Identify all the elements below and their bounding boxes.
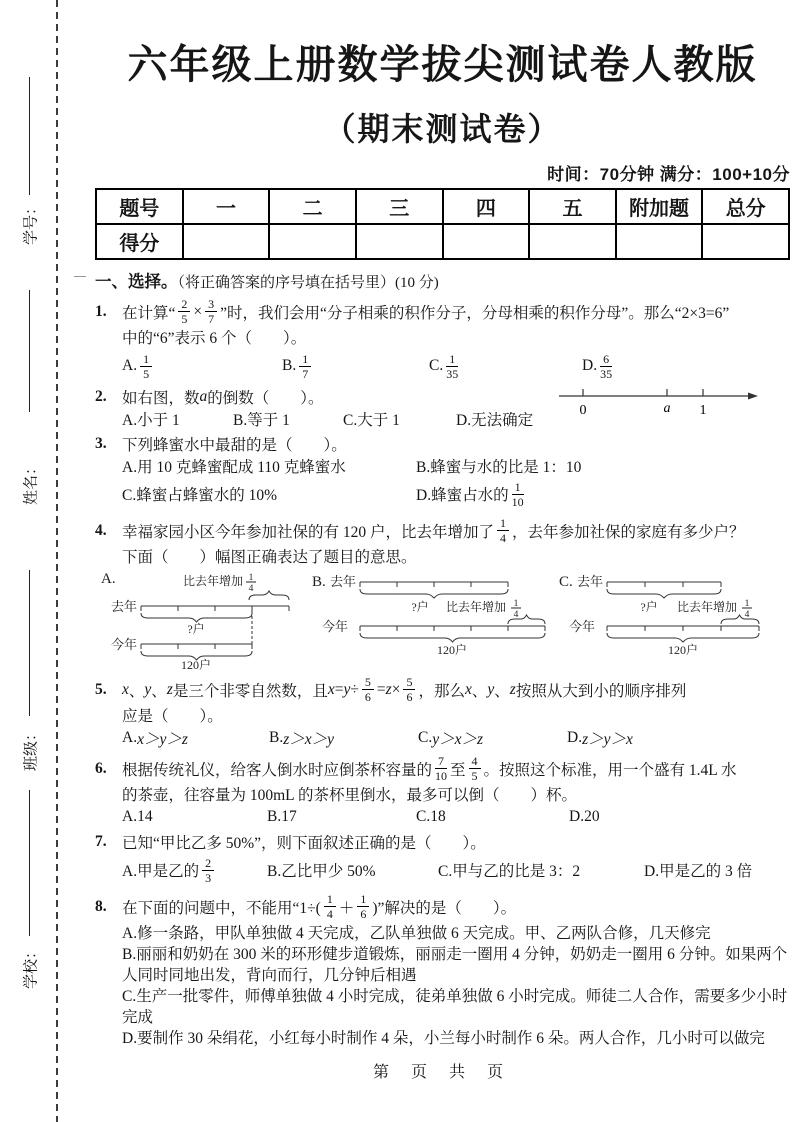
score-table [95,188,790,260]
score-header-cell: 总分 [702,189,789,224]
bar-last-year [360,582,508,587]
score-cell [356,224,443,259]
question-number: 4. [95,521,107,539]
score-header-cell: 四 [443,189,530,224]
score-cell [529,224,616,259]
bar-last-year [607,582,721,587]
option-c: C. y＞x＞z [418,729,484,748]
question-text: 在下面的问题中，不能用“1÷( $\frac{1}{4}$ ＋ $\frac{1}{6}$ )”解决的是（ ）。 [122,892,517,921]
page-title: 六年级上册数学拔尖测试卷人教版 [127,43,758,87]
question-number: 3. [95,435,107,452]
bar-diagram-a [99,570,303,670]
increase-label: 比去年增加 [446,600,507,614]
options-row [95,806,790,828]
unknown-label: ?户 [187,622,205,636]
row-label-this-year: 今年 [569,619,596,634]
question-text: 下列蜂蜜水中最甜的是（ ）。 [122,437,347,454]
score-header-cell: 三 [356,189,443,224]
unknown-label: ?户 [640,600,658,614]
increase-fraction-denominator: 4 [248,584,254,594]
option-b: B.乙比甲少 50% [267,863,376,880]
option-b: B.17 [267,808,297,825]
number-line-diagram [553,380,765,420]
options-row [95,455,790,477]
bar-diagrams-row [95,570,790,670]
score-header-cell: 题号 [96,189,183,224]
question-text: 根据传统礼仪，给客人倒水时应倒茶杯容量的 $\frac{7}{10}$ 至 $\frac{4}{5}$ 。按照这个标准，用一个盛有 1.4L 水 [122,754,737,783]
bar-this-year [360,626,545,631]
increase-fraction-numerator: 1 [744,599,750,609]
score-table-score-row [96,224,789,259]
option-d: D.无法确定 [456,412,534,429]
total-label: 120户 [436,643,468,657]
section-heading-note: （将正确答案的序号填在括号里）(10 分) [177,275,439,291]
option-b: B.蜂蜜与水的比是 1：10 [416,459,582,476]
fold-tick-mark [74,276,86,277]
row-label-last-year: 去年 [111,599,138,614]
question-7 [95,831,790,887]
number-line-axis [559,389,750,396]
fraction: $\frac{4}{5}$ [469,755,481,782]
section-heading-bold: 一、选择。 [95,273,178,291]
increase-fraction-denominator: 4 [744,610,750,620]
question-2 [95,386,790,430]
score-header-cell: 五 [529,189,616,224]
fraction: $\frac{1}{7}$ [299,353,311,380]
fraction: $\frac{7}{10}$ [435,754,448,783]
score-cell [702,224,789,259]
total-label: 120户 [180,658,212,670]
name-write-line [29,290,30,412]
unknown-label: ?户 [411,600,429,614]
score-cell [443,224,530,259]
class-label: 班级： [22,726,40,772]
score-cell [616,224,703,259]
row-label-last-year: 去年 [330,574,357,589]
fraction: $\frac{2}{5}$ [178,298,190,325]
score-row-label: 得分 [96,224,183,259]
over-brace [249,591,289,600]
question-5 [95,673,790,749]
fraction: $\frac{5}{6}$ [362,676,374,703]
question-text: 如右图，数 a 的倒数（ ）。 [122,388,324,407]
page-subtitle: （期末测试卷） [323,111,562,147]
question-text: 中的“6”表示 6 个（ ）。 [122,330,307,347]
bar-last-year [141,606,289,611]
fraction: $\frac{1}{10}$ [511,479,524,509]
option-a: A.修一条路，甲队单独做 4 天完成，乙队单独做 6 天完成。甲、乙两队合修，几天修完 [122,925,711,942]
under-brace [607,633,759,642]
school-write-line [29,790,30,936]
fraction: $\frac{1}{4}$ [324,893,336,920]
over-brace [721,615,759,624]
fraction: $\frac{5}{6}$ [403,676,415,703]
question-number: 8. [95,897,107,915]
option-b: B. $\frac{1}{7}$ [282,353,429,380]
score-header-cell: 二 [269,189,356,224]
bar-diagram-c [557,570,790,670]
option-a: A.用 10 克蜂蜜配成 110 克蜂蜜水 [122,459,346,476]
score-table-header-row [96,189,789,224]
score-header-cell: 附加题 [616,189,703,224]
question-number: 5. [95,680,107,698]
increase-label: 比去年增加 [677,600,738,614]
option-a: A.甲是乙的 $\frac{2}{3}$ [122,857,267,884]
fold-dashed-line [56,0,58,1122]
question-text: 幸福家园小区今年参加社保的有 120 户，比去年增加了 $\frac{1}{4}$ ，去年参加社保的家庭有多少户？ [122,516,745,545]
option-a: A. x＞y＞z [122,729,188,748]
question-text: x 、 y 、 z 是三个非零自然数，且 x = y ÷ $\frac{5}{6}$ = z × $\frac{5}{6}$ ，那么 x 、 y 、 z 按照从大到小的顺序排列 [122,675,687,704]
school-label: 学校： [22,944,40,990]
option-a: A.14 [122,808,153,825]
tick-label-zero: 0 [579,403,587,418]
row-label-this-year: 今年 [111,637,138,652]
options-row [95,349,790,383]
option-d: D. $\frac{6}{35}$ [582,351,613,381]
increase-fraction-denominator: 4 [513,610,519,620]
option-d: D. z＞y＞x [567,729,633,748]
options-row [95,408,572,430]
option-d: D.要制作 30 朵绢花，小红每小时制作 4 朵，小兰每小时制作 6 朵。两人合作，几小时可以做完 [122,1030,765,1047]
increase-label: 比去年增加 [183,574,244,588]
option-d: D.蜂蜜占水的 $\frac{1}{10}$ [416,479,524,509]
fraction: $\frac{6}{35}$ [600,351,613,381]
question-text: 应是（ ）。 [122,708,223,725]
option-c: C.生产一批零件，师傅单独做 4 小时完成，徒弟单独做 6 小时完成。师徒二人合作，需要多少小时完成 [122,988,788,1026]
option-d: D.20 [569,808,600,825]
fraction: $\frac{1}{4}$ [497,517,509,544]
score-cell [183,224,270,259]
option-d: D.甲是乙的 3 倍 [644,863,753,880]
under-brace [360,589,508,598]
question-4 [95,514,790,670]
fraction: $\frac{3}{7}$ [205,298,217,325]
option-a: A.小于 1 [122,412,180,429]
options-row [95,727,790,749]
question-text: 下面（ ）幅图正确表达了题目的意思。 [122,549,417,566]
fraction: $\frac{1}{6}$ [357,893,369,920]
fraction: $\frac{1}{5}$ [140,353,152,380]
option-b: B.丽丽和奶奶在 300 米的环形健步道锻炼，丽丽走一圈用 4 分钟，奶奶走一圈用 6 分钟。如果两个人同时同地出发，背向而行，几分钟后相遇 [122,946,788,984]
score-header-cell: 一 [183,189,270,224]
class-write-line [29,570,30,716]
option-c: C.大于 1 [343,412,400,429]
question-number: 2. [95,388,107,405]
option-b: B. z＞x＞y [269,729,335,748]
under-brace [607,589,721,598]
question-3 [95,433,790,511]
option-c: C.甲与乙的比是 3：2 [438,863,581,880]
exam-info: 时间：70分钟 满分：100+10分 [547,165,790,184]
question-6 [95,752,790,828]
tick-label-a: a [663,401,671,416]
question-1 [95,295,790,383]
question-number: 7. [95,833,107,850]
tick-label-one: 1 [699,403,707,418]
increase-fraction-numerator: 1 [513,599,519,609]
bar-diagram-b [310,570,550,670]
name-label: 姓名： [22,460,40,506]
section-heading [95,268,790,292]
question-number: 1. [95,302,107,320]
arrow-icon [748,393,758,400]
diagram-letter: A. [101,571,116,587]
fraction: $\frac{2}{3}$ [202,857,214,884]
fraction: $\frac{1}{35}$ [446,351,459,381]
student-id-write-line [29,77,30,195]
score-cell [269,224,356,259]
page-footer: 第 页 共 页 [372,1064,512,1081]
options-row [95,853,790,887]
row-label-this-year: 今年 [322,619,349,634]
question-8 [95,890,790,1049]
question-text: 的茶壶，往容量为 100mL 的茶杯里倒水，最多可以倒（ ）杯。 [122,787,577,804]
row-label-last-year: 去年 [577,574,604,589]
increase-fraction-numerator: 1 [248,573,254,583]
option-c: C.18 [416,808,446,825]
under-brace [360,633,545,642]
student-id-label: 学号： [22,200,40,246]
question-number: 6. [95,759,107,777]
option-a: A. $\frac{1}{5}$ [122,353,282,380]
total-label: 120户 [667,643,699,657]
bar-this-year [607,626,759,631]
under-brace [141,613,252,622]
options-row [95,477,790,511]
option-c: C.蜂蜜占蜂蜜水的 10% [122,487,278,504]
diagram-letter: B. [312,574,326,590]
option-c: C. $\frac{1}{35}$ [429,351,459,381]
bar-this-year [141,644,252,649]
option-b: B.等于 1 [233,412,290,429]
diagram-letter: C. [559,574,573,590]
question-text: 已知“甲比乙多 50%”，则下面叙述正确的是（ ）。 [122,835,486,852]
question-text: 在计算“ $\frac{2}{5}$ × $\frac{3}{7}$ ”时，我们会用“分子相乘的积作分子，分母相乘的积作分母”。那么“2×3=6” [122,297,730,326]
